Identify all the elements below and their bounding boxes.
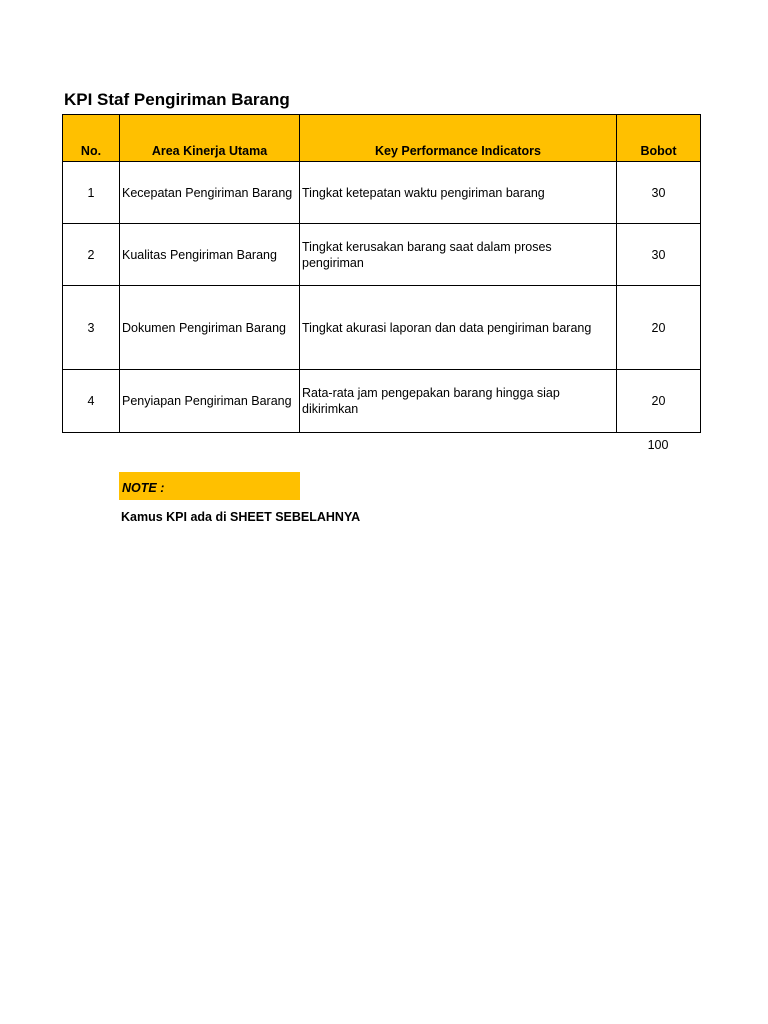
table-row — [63, 370, 701, 433]
column-header-weight: Bobot — [617, 115, 701, 162]
note-label: NOTE : — [119, 472, 300, 500]
cell-kpi: Tingkat ketepatan waktu pengiriman barang — [300, 162, 617, 224]
table-row — [63, 286, 701, 370]
table-header-row — [63, 115, 701, 162]
cell-number: 4 — [63, 370, 120, 433]
cell-kpi: Tingkat kerusakan barang saat dalam proses pengiriman — [300, 224, 617, 286]
page-title: KPI Staf Pengiriman Barang — [64, 90, 290, 109]
cell-number: 1 — [63, 162, 120, 224]
table-row — [63, 224, 701, 286]
column-header-area: Area Kinerja Utama — [120, 115, 300, 162]
cell-number: 3 — [63, 286, 120, 370]
cell-weight: 20 — [617, 286, 701, 370]
kpi-table — [62, 114, 701, 433]
weight-total: 100 — [647, 438, 669, 452]
cell-area: Kualitas Pengiriman Barang — [120, 224, 300, 286]
table-row — [63, 162, 701, 224]
cell-kpi: Tingkat akurasi laporan dan data pengiriman barang — [300, 286, 617, 370]
cell-area: Penyiapan Pengiriman Barang — [120, 370, 300, 433]
column-header-kpi: Key Performance Indicators — [300, 115, 617, 162]
cell-kpi: Rata-rata jam pengepakan barang hingga siap dikirimkan — [300, 370, 617, 433]
cell-number: 2 — [63, 224, 120, 286]
cell-area: Kecepatan Pengiriman Barang — [120, 162, 300, 224]
cell-weight: 30 — [617, 162, 701, 224]
cell-area: Dokumen Pengiriman Barang — [120, 286, 300, 370]
cell-weight: 20 — [617, 370, 701, 433]
cell-weight: 30 — [617, 224, 701, 286]
note-text: Kamus KPI ada di SHEET SEBELAHNYA — [121, 510, 361, 524]
column-header-no: No. — [63, 115, 120, 162]
